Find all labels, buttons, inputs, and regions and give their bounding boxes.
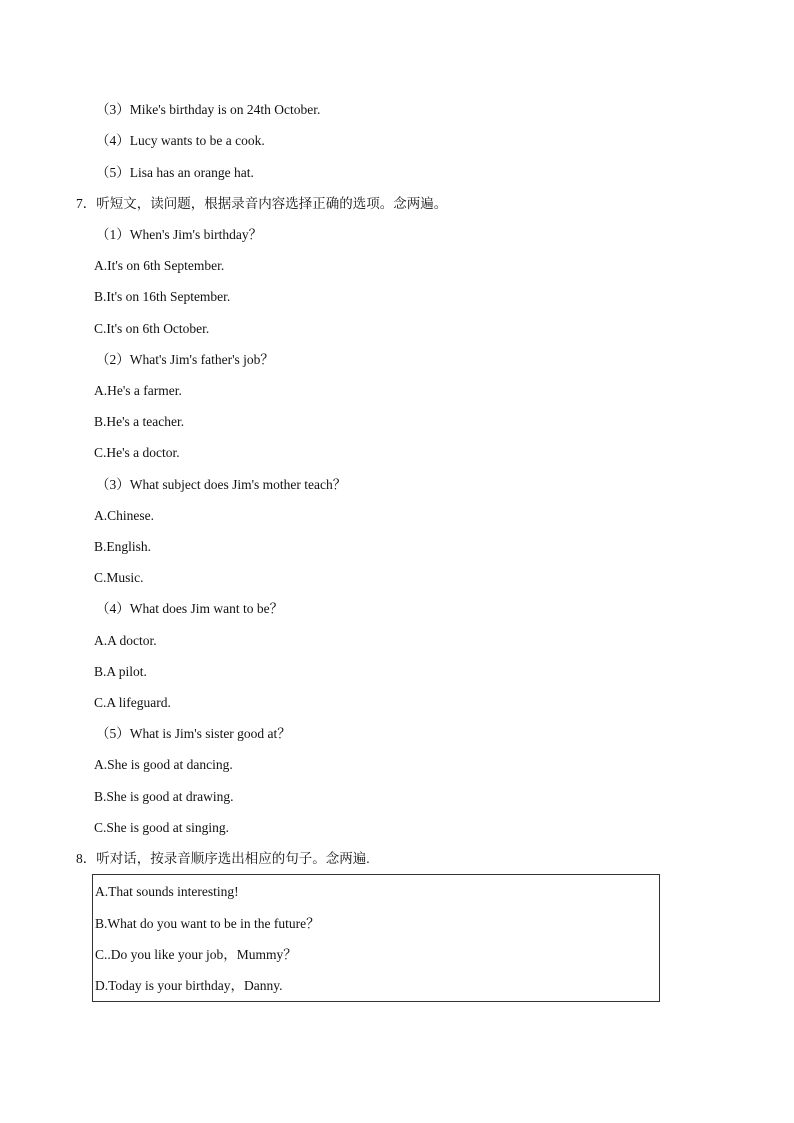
q8-sentence-box: [92, 874, 660, 1002]
q8-sentence-d: D.Today is your birthday，Danny.: [95, 978, 283, 993]
q7-q3-option-a: A.Chinese.: [94, 508, 154, 523]
q7-question-1: （1）When's Jim's birthday？: [96, 227, 263, 242]
q8-heading: 8．听对话，按录音顺序选出相应的句子。念两遍.: [76, 851, 370, 866]
q7-heading: 7．听短文，读问题，根据录音内容选择正确的选项。念两遍。: [76, 196, 448, 211]
q7-q2-option-b: B.He's a teacher.: [94, 414, 185, 429]
q6-item-3: （3）Mike's birthday is on 24th October.: [96, 102, 321, 117]
q7-question-4: （4）What does Jim want to be？: [96, 601, 284, 616]
q7-q1-option-c: C.It's on 6th October.: [94, 321, 210, 336]
q7-q1-option-b: B.It's on 16th September.: [94, 289, 231, 304]
q7-q5-option-c: C.She is good at singing.: [94, 820, 230, 835]
q7-q2-option-a: A.He's a farmer.: [94, 383, 182, 398]
q8-sentence-c: C..Do you like your job，Mummy？: [95, 947, 297, 962]
q7-q3-option-b: B.English.: [94, 539, 152, 554]
q7-q4-option-b: B.A pilot.: [94, 664, 147, 679]
q7-question-3: （3）What subject does Jim's mother teach？: [96, 477, 347, 492]
q7-question-2: （2）What's Jim's father's job？: [96, 352, 274, 367]
q7-q5-option-b: B.She is good at drawing.: [94, 789, 234, 804]
q8-sentence-b: B.What do you want to be in the future？: [95, 916, 320, 931]
q7-question-5: （5）What is Jim's sister good at？: [96, 726, 291, 741]
q7-q4-option-a: A.A doctor.: [94, 633, 157, 648]
q7-q3-option-c: C.Music.: [94, 570, 144, 585]
q7-q5-option-a: A.She is good at dancing.: [94, 757, 233, 772]
q7-q1-option-a: A.It's on 6th September.: [94, 258, 225, 273]
q7-q4-option-c: C.A lifeguard.: [94, 695, 171, 710]
q6-item-5: （5）Lisa has an orange hat.: [96, 165, 254, 180]
q8-sentence-a: A.That sounds interesting!: [95, 884, 239, 899]
q6-item-4: （4）Lucy wants to be a cook.: [96, 133, 265, 148]
q7-q2-option-c: C.He's a doctor.: [94, 445, 180, 460]
